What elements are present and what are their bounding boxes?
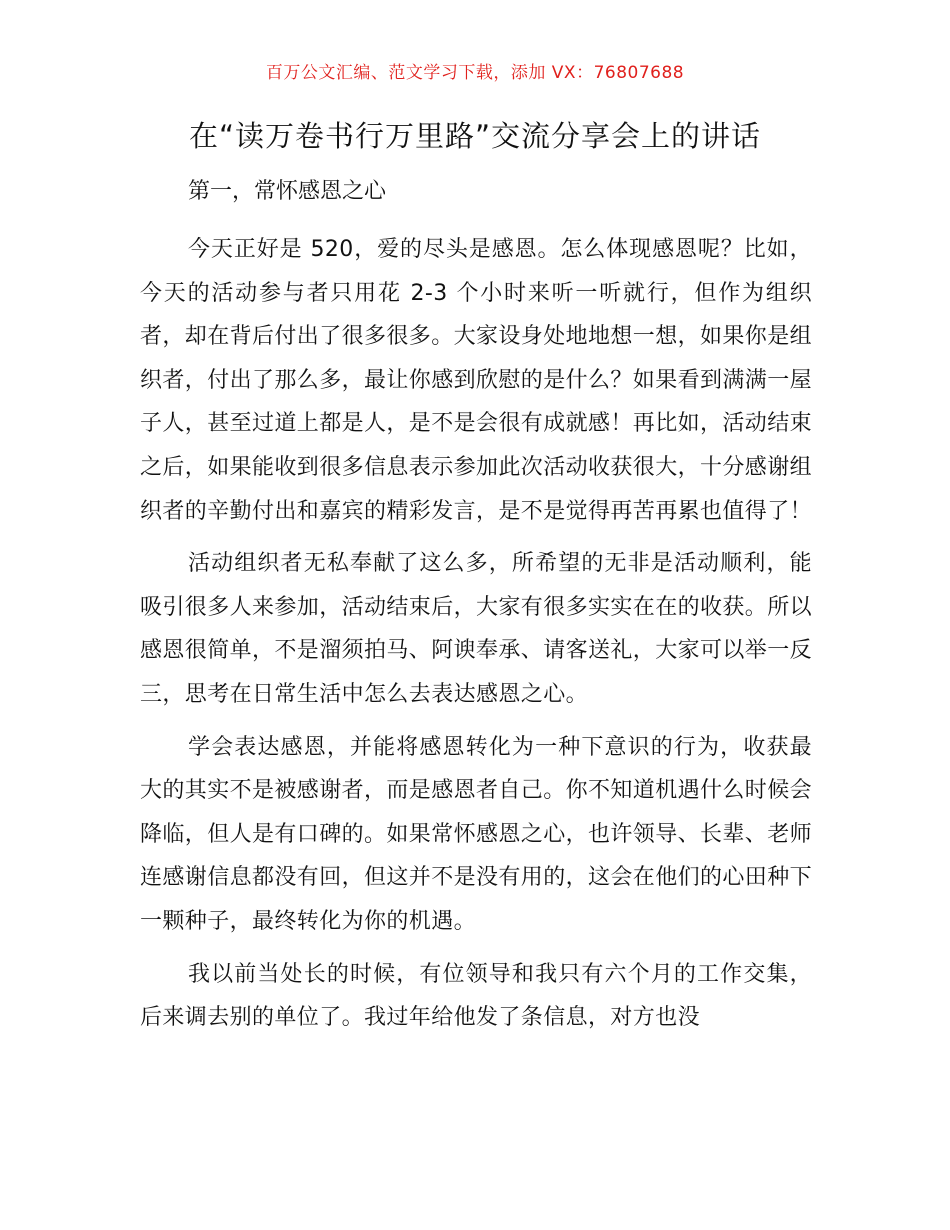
paragraph-4: 我以前当处长的时候，有位领导和我只有六个月的工作交集，后来调去别的单位了。我过年给他发了条信息，对方也没 — [140, 961, 812, 1031]
paragraph-2: 活动组织者无私奉献了这么多，所希望的无非是活动顺利，能吸引很多人来参加，活动结束后，大家有很多实实在在的收获。所以感恩很简单，不是溜须拍马、阿谀奉承、请客送礼，大家可以举一反三，思考在日常生活中怎么去表达感恩之心。 — [140, 551, 813, 707]
watermark-banner: 百万公文汇编、范文学习下载，添加 VX：76807688 — [265, 63, 685, 83]
section-heading: 第一，常怀感恩之心 — [188, 179, 387, 204]
paragraph-3: 学会表达感恩，并能将感恩转化为一种下意识的行为，收获最大的其实不是被感谢者，而是感恩者自己。你不知道机遇什么时候会降临，但人是有口碑的。如果常怀感恩之心，也许领导、长辈、老师连感谢信息都没有回，但这并不是没有用的，这会在他们的心田种下一颗种子，最终转化为你的机遇。 — [140, 734, 813, 934]
document-title: 在“读万卷书行万里路”交流分享会上的讲话 — [188, 119, 762, 153]
paragraph-1: 今天正好是 520，爱的尽头是感恩。怎么体现感恩呢？比如，今天的活动参与者只用花 2-3 个小时来听一听就行，但作为组织者，却在背后付出了很多很多。大家设身处地地想一想，如果你是组织者，付出了那么多，最让你感到欣慰的是什么？如果看到满满一屋子人，甚至过道上都是人，是不是会很有成就感！再比如，活动结束之后，如果能收到很多信息表示参加此次活动收获很大，十分感谢组织者的辛勤付出和嘉宾的精彩发言，是不是觉得再苦再累也值得了！ — [140, 237, 813, 524]
document-body — [140, 170, 812, 1049]
